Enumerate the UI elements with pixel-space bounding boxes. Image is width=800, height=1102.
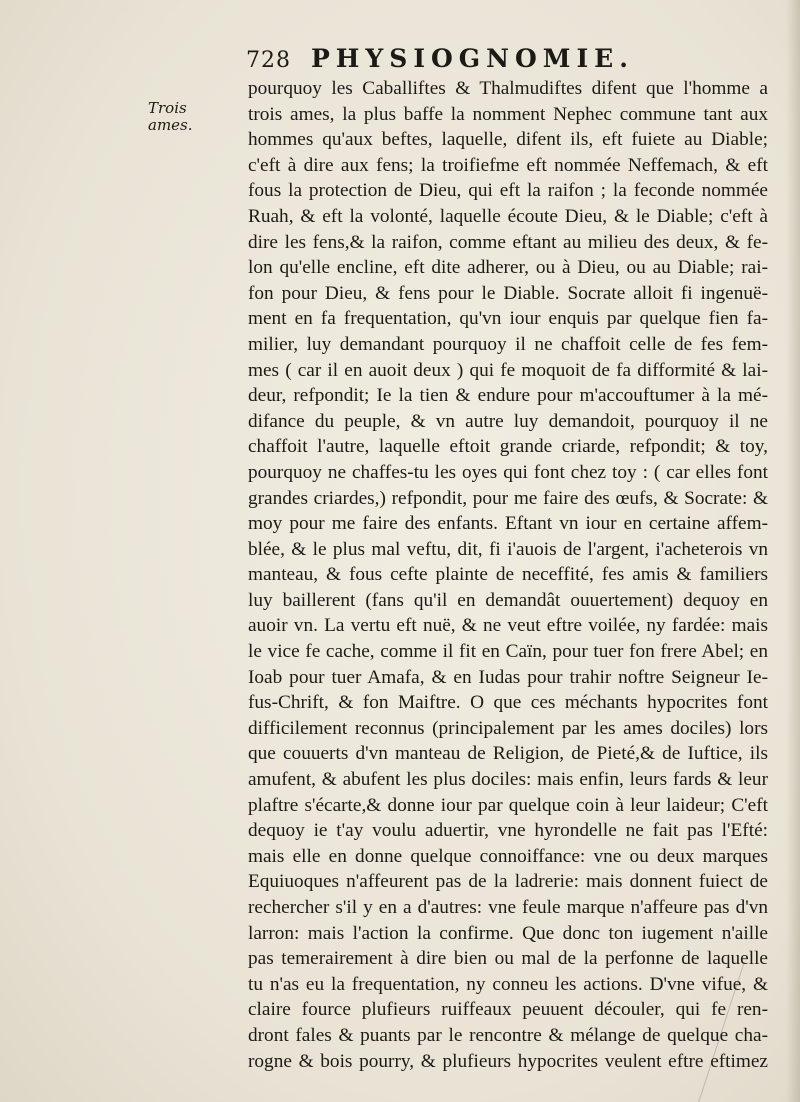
text-line: que couuerts d'vn manteau de Religion, de Pieté,& de Iuftice, ils bbox=[248, 743, 768, 765]
text-line: milier, luy demandant pourquoy il ne chaffoit celle de fes fem- bbox=[248, 333, 768, 355]
text-line: difance du peuple, & vn autre luy demandoit, pourquoy il ne bbox=[248, 410, 768, 432]
text-line: ment en fa frequentation, qu'vn iour enquis par quelque fien fa- bbox=[248, 308, 768, 330]
text-line: claire fource plufieurs ruiffeaux peuuent découler, qui fe ren- bbox=[248, 999, 768, 1021]
text-line: auoir vn. La vertu eft nuë, & ne veut eftre voilée, ny fardée: mais bbox=[248, 615, 768, 637]
text-line: moy pour me faire des enfants. Eftant vn iour en certaine affem- bbox=[248, 513, 768, 535]
text-line: dire les fens,& la raifon, comme eftant au milieu des deux, & fe- bbox=[248, 231, 768, 253]
text-line: hommes qu'aux beftes, laquelle, difent ils, eft fuiete au Diable; bbox=[248, 129, 768, 151]
text-line: blée, & le plus mal veftu, dit, fi i'auois de l'argent, i'acheterois vn bbox=[248, 538, 768, 560]
text-line: dequoy ie t'ay voulu aduertir, vne hyrondelle ne fait pas l'Efté: bbox=[248, 820, 768, 842]
text-line: chaffoit l'autre, laquelle eftoit grande criarde, refpondit; & toy, bbox=[248, 436, 768, 458]
margin-note-line: Trois bbox=[148, 99, 187, 117]
text-line: lon qu'elle encline, eft dite adherer, ou à Dieu, ou au Diable; rai- bbox=[248, 257, 768, 279]
text-line: Ruah, & eft la volonté, laquelle écoute Dieu, & le Diable; c'eft à bbox=[248, 205, 768, 227]
margin-note bbox=[148, 100, 208, 134]
text-line: luy baillerent (fans qu'il en demandât ouuertement) dequoy en bbox=[248, 589, 768, 611]
text-line: manteau, & fous cefte plainte de neceffité, fes amis & familiers bbox=[248, 564, 768, 586]
margin-note-line: ames. bbox=[148, 116, 193, 134]
text-line: fous la protection de Dieu, qui eft la raifon ; la feconde nommée bbox=[248, 180, 768, 202]
text-line: larron: mais l'action la confirme. Que donc ton iugement n'aille bbox=[248, 922, 768, 944]
text-line: deur, refpondit; Ie la tien & endure pour m'accouftumer à la mé- bbox=[248, 385, 768, 407]
page-edge-shadow bbox=[786, 0, 800, 1102]
text-line: fus-Chrift, & fon Maiftre. O que ces méchants hypocrites font bbox=[248, 692, 768, 714]
running-title: PHYSIOGNOMIE. bbox=[311, 44, 634, 73]
body-text bbox=[248, 76, 768, 1074]
text-line: tu n'as eu la frequentation, ny conneu les actions. D'vne vifue, & bbox=[248, 973, 768, 995]
text-line: difficilement reconnus (principalement par les ames dociles) lors bbox=[248, 717, 768, 739]
text-line: c'eft à dire aux fens; la troifiefme eft nommée Neffemach, & eft bbox=[248, 154, 768, 176]
text-line: pourquoy ne chaffes-tu les oyes qui font chez toy : ( car elles font bbox=[248, 461, 768, 483]
page-number: 728 bbox=[246, 48, 291, 73]
text-line: mais elle en donne quelque connoiffance: vne ou deux marques bbox=[248, 845, 768, 867]
text-line: pas temerairement à dire bien ou mal de la perfonne de laquelle bbox=[248, 948, 768, 970]
text-line: Ioab pour tuer Amafa, & en Iudas pour trahir noftre Seigneur Ie- bbox=[248, 666, 768, 688]
text-line: grandes criardes,) refpondit, pour me faire des œufs, & Socrate: & bbox=[248, 487, 768, 509]
text-line: mes ( car il en auoit deux ) qui fe moquoit de fa difformité & lai- bbox=[248, 359, 768, 381]
text-line: rogne & bois pourry, & plufieurs hypocrites veulent eftre eftimez bbox=[248, 1050, 768, 1072]
text-line: rechercher s'il y en a d'autres: vne feule marque n'affeure pas d'vn bbox=[248, 897, 768, 918]
text-line: amufent, & abufent les plus dociles: mais enfin, leurs fards & leur bbox=[248, 769, 768, 791]
text-line: plaftre s'écarte,& donne iour par quelque coin à leur laideur; C'eft bbox=[248, 794, 768, 816]
text-line: fon pour Dieu, & fens pour le Diable. Socrate alloit fi ingenuë- bbox=[248, 282, 768, 304]
text-line: Equiuoques n'affeurent pas de la ladrerie: mais donnent fuiect de bbox=[248, 871, 768, 893]
text-line: trois ames, la plus baffe la nomment Nephec commune tant aux bbox=[248, 103, 768, 125]
text-line: le vice fe cache, comme il fit en Caïn, pour tuer fon frere Abel; en bbox=[248, 641, 768, 663]
text-line: dront fales & puants par le rencontre & mélange de quelque cha- bbox=[248, 1024, 768, 1046]
page-header bbox=[246, 44, 686, 78]
text-line: pourquoy les Caballiftes & Thalmudiftes difent que l'homme a bbox=[248, 78, 768, 99]
